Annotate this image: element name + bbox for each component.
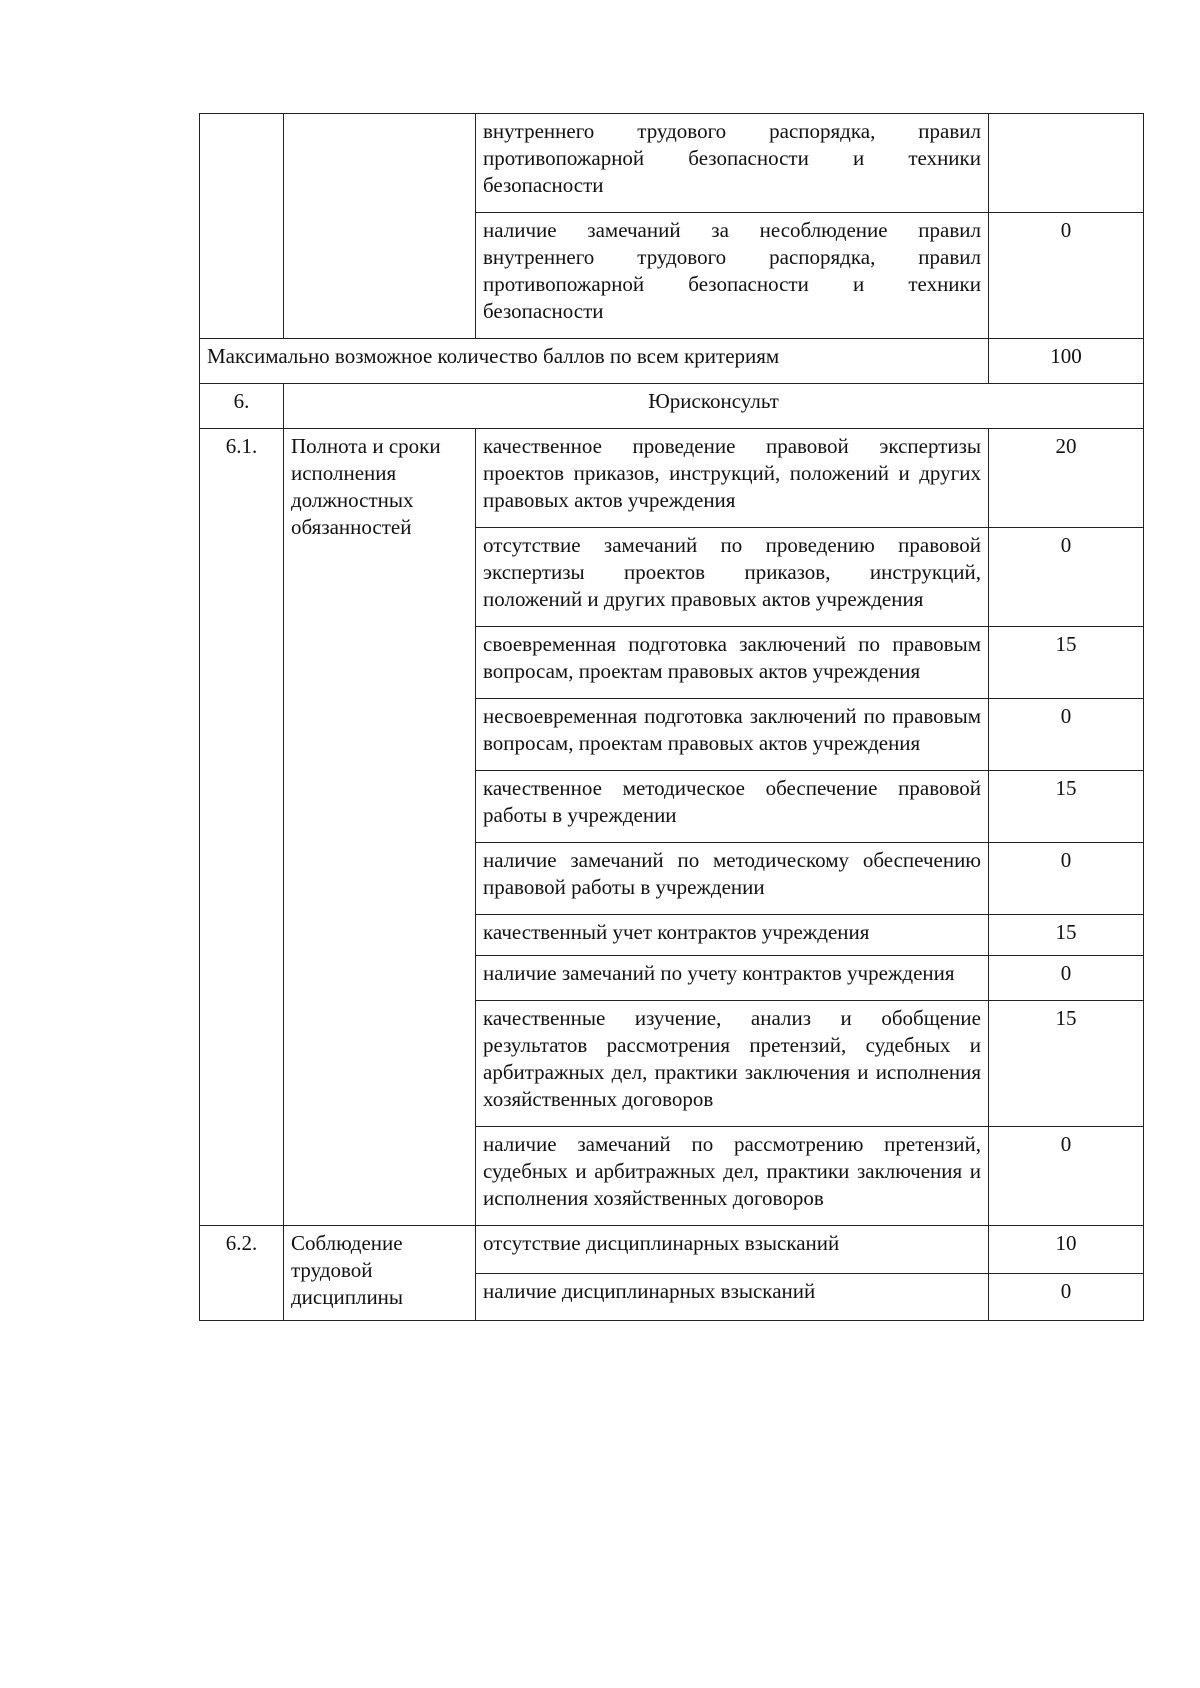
section-title: Юрисконсульт — [284, 384, 1144, 429]
indicator-description: качественное методическое обеспечение правовой работы в учреждении — [476, 771, 989, 843]
indicator-points: 0 — [989, 213, 1144, 339]
indicator-points: 0 — [989, 843, 1144, 915]
indicator-points: 15 — [989, 915, 1144, 956]
indicator-description: наличие замечаний по рассмотрению претензий, судебных и арбитражных дел, практики заключения и исполнения хозяйственных договоров — [476, 1127, 989, 1226]
indicator-points: 15 — [989, 771, 1144, 843]
criterion-number: 6.1. — [200, 429, 284, 1226]
indicator-points: 0 — [989, 956, 1144, 1001]
indicator-description: отсутствие замечаний по проведению правовой экспертизы проектов приказов, инструкций, положений и других правовых актов учреждения — [476, 528, 989, 627]
indicator-points: 15 — [989, 1001, 1144, 1127]
row-number-cell — [200, 114, 284, 339]
indicator-description: наличие дисциплинарных взысканий — [476, 1273, 989, 1321]
criteria-table — [199, 113, 1144, 1321]
criterion-number: 6.2. — [200, 1226, 284, 1321]
indicator-points: 10 — [989, 1226, 1144, 1274]
criterion-name: Соблюдение трудовой дисциплины — [284, 1226, 476, 1321]
indicator-description: отсутствие дисциплинарных взысканий — [476, 1226, 989, 1274]
indicator-points: 0 — [989, 1273, 1144, 1321]
indicator-points: 15 — [989, 627, 1144, 699]
total-value: 100 — [989, 339, 1144, 384]
table-row — [200, 429, 1144, 528]
indicator-description: наличие замечаний по учету контрактов учреждения — [476, 956, 989, 1001]
indicator-points: 0 — [989, 699, 1144, 771]
total-label: Максимально возможное количество баллов по всем критериям — [200, 339, 989, 384]
indicator-description: качественное проведение правовой экспертизы проектов приказов, инструкций, положений и других правовых актов учреждения — [476, 429, 989, 528]
indicator-description: внутреннего трудового распорядка, правил противопожарной безопасности и техники безопасности — [476, 114, 989, 213]
indicator-description: качественные изучение, анализ и обобщение результатов рассмотрения претензий, судебных и арбитражных дел, практики заключения и исполнения хозяйственных договоров — [476, 1001, 989, 1127]
indicator-description: наличие замечаний по методическому обеспечению правовой работы в учреждении — [476, 843, 989, 915]
indicator-description: качественный учет контрактов учреждения — [476, 915, 989, 956]
indicator-description: несвоевременная подготовка заключений по правовым вопросам, проектам правовых актов учреждения — [476, 699, 989, 771]
indicator-points — [989, 114, 1144, 213]
total-row — [200, 339, 1144, 384]
section-number: 6. — [200, 384, 284, 429]
indicator-description: своевременная подготовка заключений по правовым вопросам, проектам правовых актов учреждения — [476, 627, 989, 699]
indicator-points: 0 — [989, 1127, 1144, 1226]
section-header-row — [200, 384, 1144, 429]
table-row — [200, 114, 1144, 213]
criterion-name-cell — [284, 114, 476, 339]
table-row — [200, 1226, 1144, 1274]
indicator-description: наличие замечаний за несоблюдение правил внутреннего трудового распорядка, правил противопожарной безопасности и техники безопасности — [476, 213, 989, 339]
criterion-name: Полнота и сроки исполнения должностных обязанностей — [284, 429, 476, 1226]
indicator-points: 0 — [989, 528, 1144, 627]
indicator-points: 20 — [989, 429, 1144, 528]
